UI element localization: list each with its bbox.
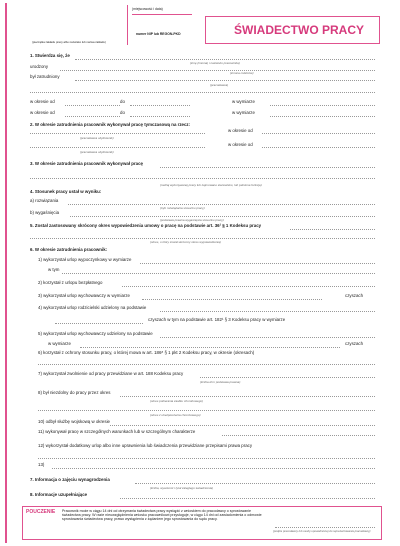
work-type-field-2[interactable]: [30, 178, 375, 179]
nip-regon-label: numer NIP lub REGON-PKD: [136, 32, 181, 36]
expiry-label: b) wygaśnięcia: [30, 210, 60, 215]
item-6-5: 5) wykorzystał urlop wychowawczy udzielony na podstawie: [38, 331, 153, 336]
additional-info-field[interactable]: [120, 498, 375, 499]
item-11-field[interactable]: [222, 435, 375, 436]
place-date-label: (miejscowość i data): [132, 7, 163, 11]
temp-work-field-1[interactable]: [30, 133, 205, 134]
caption-termination: (tryb rozwiązania stosunku pracy): [160, 206, 205, 210]
item-6-1: 1) wykorzystał urlop wypoczynkowy w wymiarze: [38, 257, 132, 262]
instruction-label: POUCZENIE: [26, 509, 56, 515]
item-6-4b-field[interactable]: [55, 323, 143, 324]
period-from-1[interactable]: [65, 105, 120, 106]
temp-period-label-1: w okresie od: [228, 128, 253, 133]
item-6-2-field[interactable]: [122, 286, 375, 287]
extent-label-1: w wymiarze: [232, 99, 255, 104]
work-type-field[interactable]: [160, 167, 375, 168]
caption-work-type: (rodzaj wykonywanej pracy lub zajmowane stanowisko, lub pełniona funkcja): [160, 183, 262, 187]
born-field[interactable]: [60, 70, 375, 71]
notice-field-2[interactable]: [30, 238, 375, 239]
item-6-5b: w wymiarze: [48, 341, 71, 346]
item-6-1b: w tym: [48, 267, 60, 272]
item-11: 11) wykonywał pracę w szczególnych warunkach lub w szczególnym charakterze: [38, 429, 196, 434]
item-6-6: 6) korzystał z ochrony stosunku pracy, o której mowa w art. 186⁸ § 1 pkt 2 Kodeksu pracy, w okresie (okresach): [38, 350, 255, 355]
employed-label: był zatrudniony: [30, 74, 60, 79]
item-6-1b-field[interactable]: [62, 273, 375, 274]
salary-seizure-field[interactable]: [135, 483, 375, 484]
item-6-2: 2) korzystał z urlopu bezpłatnego: [38, 280, 103, 285]
extent-label-2: w wymiarze: [232, 110, 255, 115]
item-6-4: 4) wykorzystał urlop rodzicielski udzielony na podstawie: [38, 305, 147, 310]
item-6-4-field[interactable]: [160, 311, 375, 312]
item-10-field[interactable]: [110, 425, 375, 426]
item-6-4b: czyszach w tym na podstawie art. 182¹ § 3 Kodeksu pracy w wymiarze: [148, 317, 286, 322]
extent-field-2[interactable]: [270, 116, 375, 117]
period-label-1: w okresie od: [30, 99, 55, 104]
caption-name: (imię (imiona) i nazwisko pracownika): [190, 61, 240, 65]
to-label-2: do: [120, 110, 125, 115]
caption-8b: (okres z ubezpieczenia chorobowego): [150, 413, 201, 417]
place-date-line: [132, 14, 192, 15]
caption-expiry: (podstawa prawna wygaśnięcia stosunku pracy): [160, 218, 224, 222]
temp-period-label-2: w okresie od: [228, 142, 253, 147]
caption-7: (liczba dni i podstawa prawna): [200, 380, 241, 384]
employer-field[interactable]: [75, 80, 375, 81]
section-4-label: 4. Stosunek pracy ustał w wyniku:: [30, 189, 102, 194]
unit-6-5: czyszach: [345, 341, 364, 346]
section-7-label: 7. Informacja o zajęciu wynagrodzenia: [30, 477, 110, 482]
caption-8: (okres pobierania zasiłku chorobowego): [150, 399, 204, 403]
temp-period-1[interactable]: [262, 133, 375, 134]
item-6-3: 3) wykorzystał urlop wychowawczy w wymiarze: [38, 293, 130, 298]
section-1-label: 1. Stwierdza się, że: [30, 53, 70, 58]
item-7-field[interactable]: [200, 377, 375, 378]
extent-field-1[interactable]: [270, 105, 375, 106]
unit-6-3: czyszach: [345, 293, 364, 298]
section-2-label: 2. W okresie zatrudnienia pracownik wykonywał pracę tymczasową na rzecz:: [30, 122, 191, 127]
born-label: urodzony: [30, 64, 49, 69]
temp-work-field-2[interactable]: [30, 147, 205, 148]
to-label-1: do: [120, 99, 125, 104]
item-8: 8) był niezdolny do pracy przez okres: [38, 390, 111, 395]
item-13: 13): [38, 462, 45, 467]
instruction-text: Pracownik może w ciągu 14 dni od otrzymania świadectwa pracy wystąpić z wnioskiem do pracodawcy o sprostowanie świadectwa pracy. W razie nieuwzględnienia wniosku pracownikowi przysługuje, w ciągu 14 dni od zawiadomienia o odmowie sprostowania świadectwa pracy, prawo wystąpienia z żądaniem jego sprostowania do sądu pracy.: [62, 509, 262, 522]
signature-caption: (podpis pracodawcy lub osoby upoważnionej do reprezentowania pracodawcy): [273, 529, 371, 533]
stamp-box: [30, 5, 128, 45]
section-6-label: 6. W okresie zatrudnienia pracownik:: [30, 247, 108, 252]
item-6-5b-field[interactable]: [80, 347, 340, 348]
item-8-field[interactable]: [120, 396, 375, 397]
expiry-field[interactable]: [70, 216, 375, 217]
caption-employer: (pracodawca): [210, 83, 229, 87]
period-from-2[interactable]: [65, 116, 120, 117]
period-label-2: w okresie od: [30, 110, 55, 115]
section-3-label: 3. W okresie zatrudnienia pracownik wykonywał pracę: [30, 161, 143, 166]
item-6-1-field[interactable]: [140, 263, 375, 264]
item-12-field[interactable]: [38, 458, 375, 459]
employee-name-field[interactable]: [75, 59, 375, 60]
period-to-1[interactable]: [130, 105, 190, 106]
item-13-field[interactable]: [52, 468, 375, 469]
stamp-caption: (pieczątka zakładu pracy albo nazwisko lub nazwa zakładu): [32, 40, 106, 44]
employer-field-2[interactable]: [30, 92, 375, 93]
notice-field[interactable]: [290, 229, 375, 230]
item-6-6-field[interactable]: [38, 364, 375, 365]
caption-parents: (imiona rodziców): [230, 71, 254, 75]
item-12: 12) wykorzystał dodatkowy urlop albo inne uprawnienia lub świadczenia przewidziane przepisami prawa pracy: [38, 443, 253, 448]
item-7: 7) wykorzystał zwolnienie od pracy przewidziane w art. 188 Kodeksu pracy: [38, 371, 184, 376]
caption-notice: (okres, o który został skrócony okres wypowiedzenia): [150, 240, 221, 244]
signature-field[interactable]: [275, 527, 375, 528]
section-8-label: 8. Informacje uzupełniające: [30, 492, 88, 497]
termination-label: a) rozwiązania: [30, 198, 59, 203]
caption-user-employer-1: (pracodawca użytkownik): [80, 136, 114, 140]
page-title: ŚWIADECTWO PRACY: [234, 23, 364, 37]
item-10: 10) odbył służbę wojskową w okresie: [38, 419, 110, 424]
temp-period-2[interactable]: [262, 147, 375, 148]
termination-field[interactable]: [68, 204, 375, 205]
caption-seizure: (liczba, wysokość i tytuł zaległego świadczenia): [150, 486, 214, 490]
section-5-label: 5. Został zastosowany skrócony okres wypowiedzenia umowy o pracę na podstawie art. 36¹ § 1 Kodeksu pracy: [30, 223, 262, 228]
period-to-2[interactable]: [130, 116, 190, 117]
item-6-5-field[interactable]: [160, 337, 375, 338]
caption-user-employer-2: (pracodawca użytkownik): [80, 150, 114, 154]
item-8-field-2[interactable]: [38, 410, 375, 411]
item-6-3-field[interactable]: [142, 299, 322, 300]
